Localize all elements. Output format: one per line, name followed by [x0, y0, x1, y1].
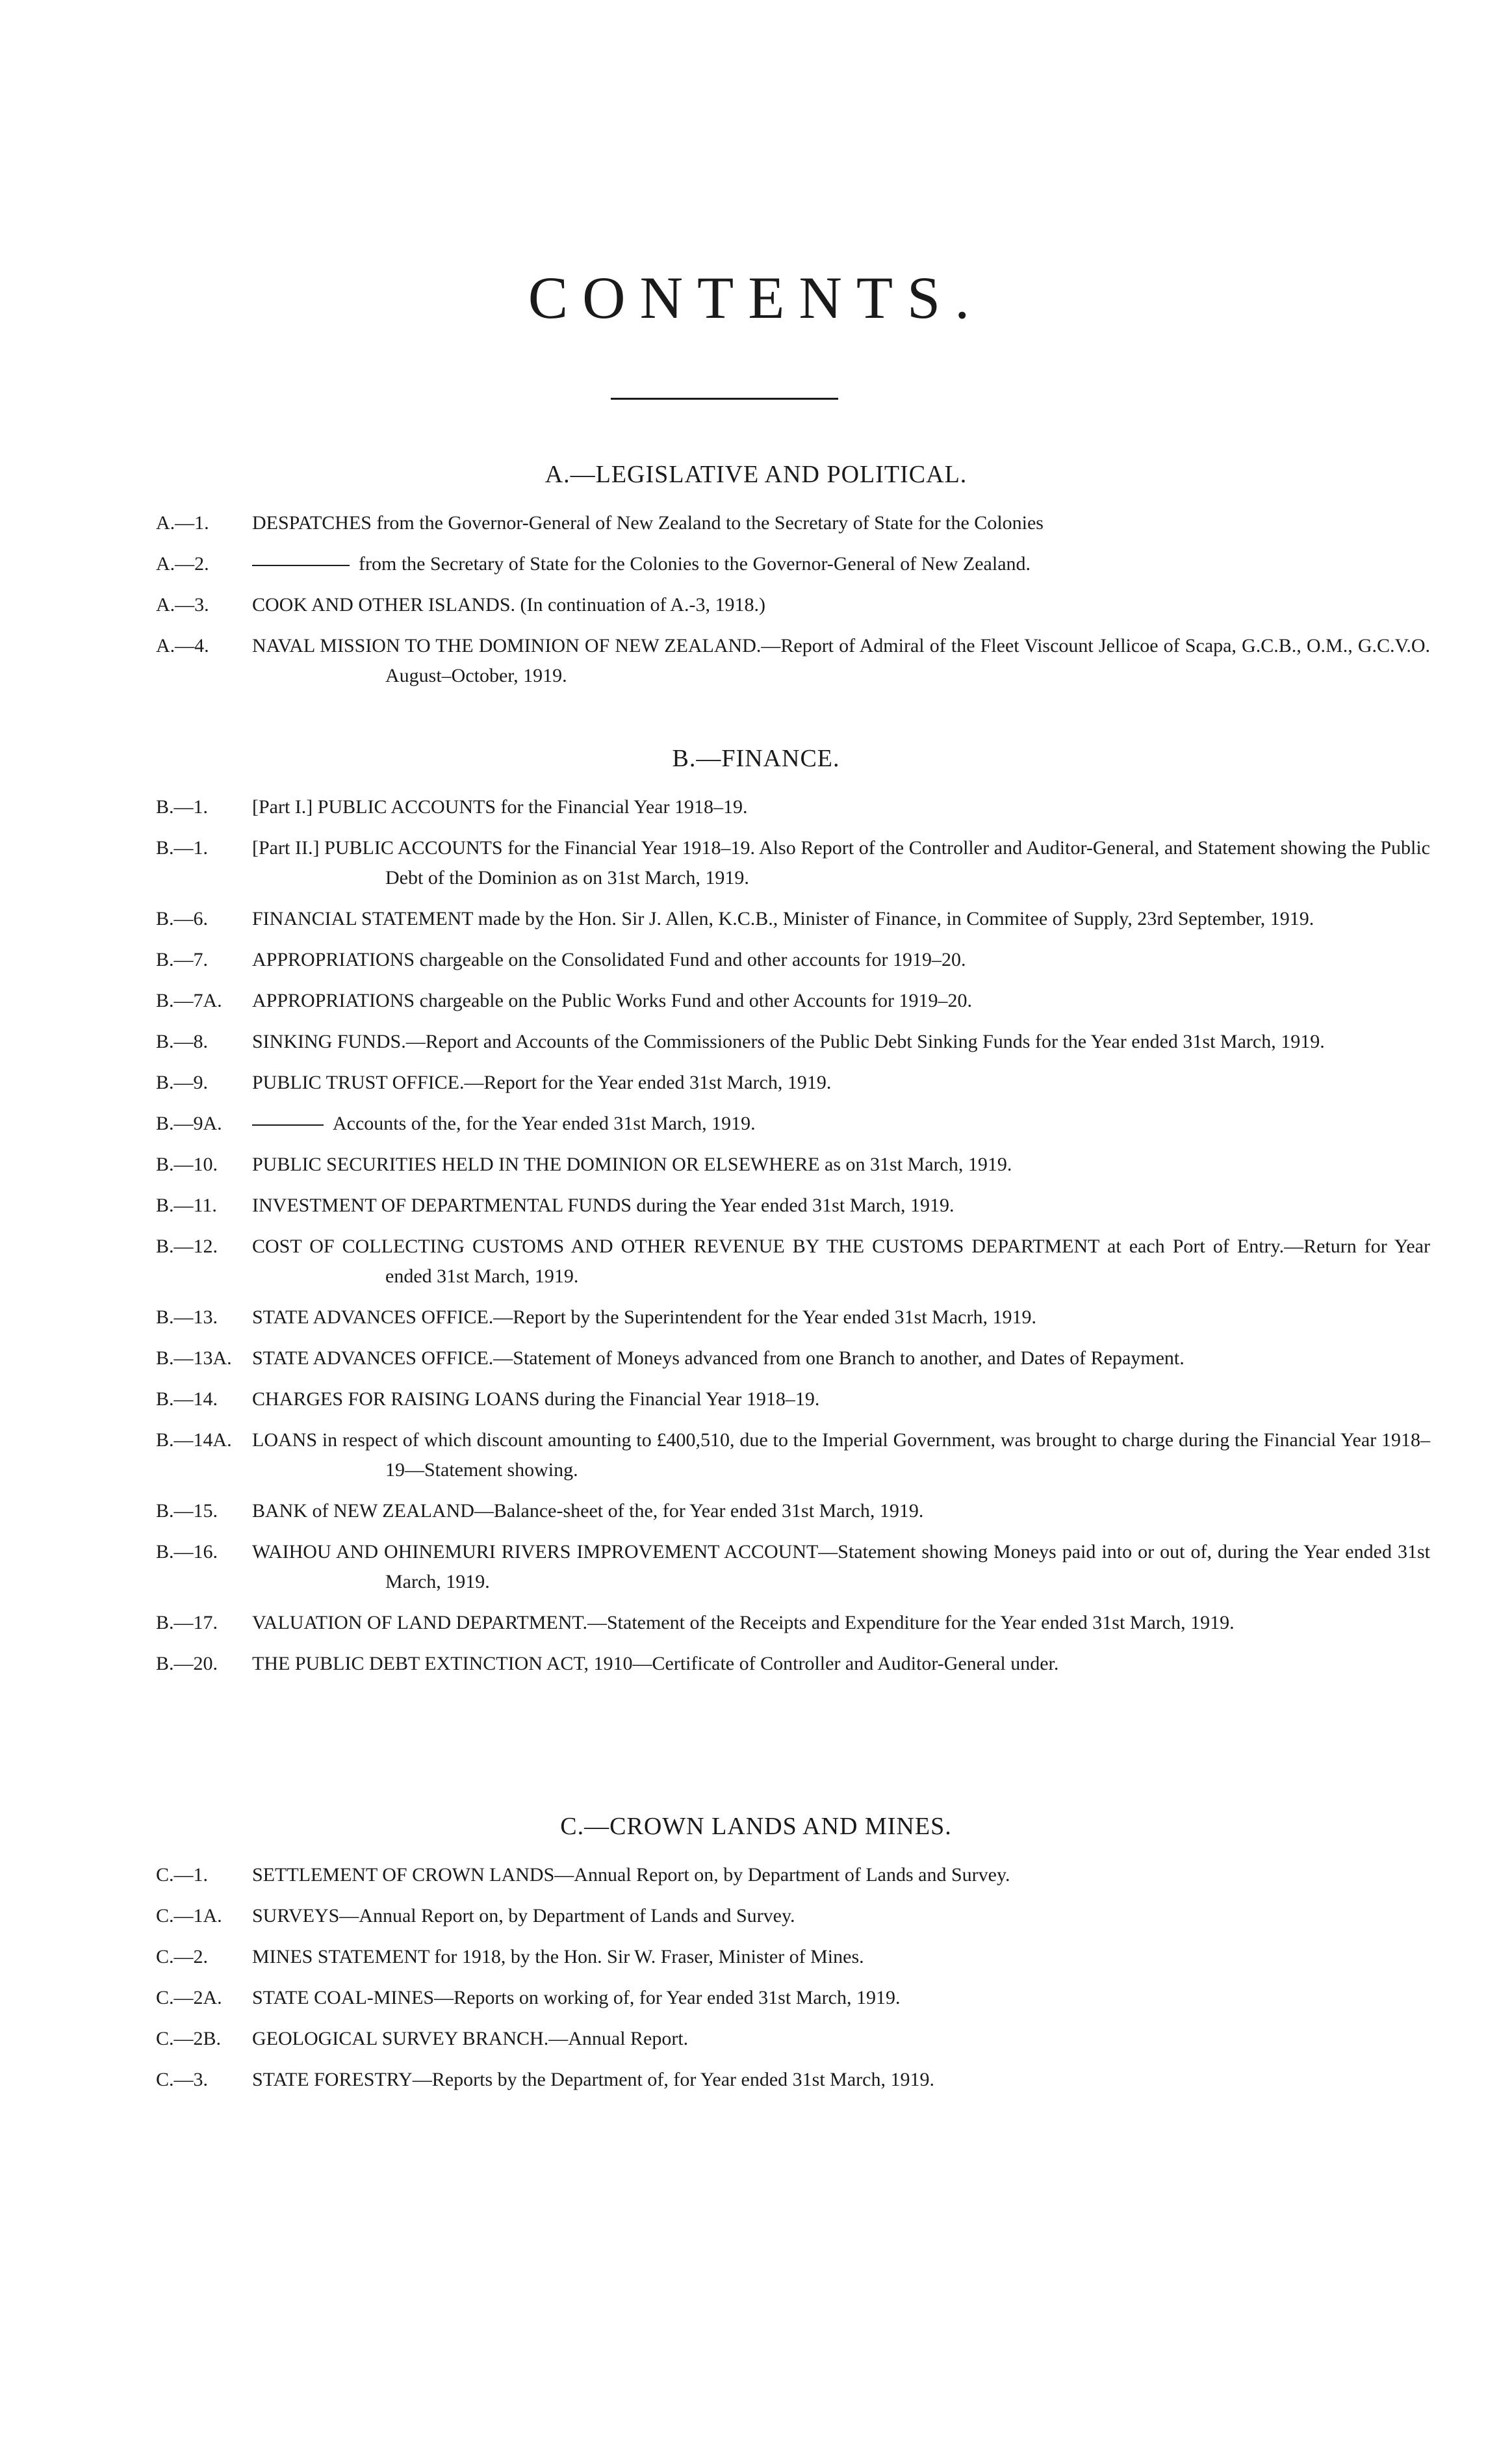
contents-entry [0, 792, 1512, 822]
entry-text: BANK of NEW ZEALAND—Balance-sheet of the, for Year ended 31st March, 1919. [252, 1500, 924, 1522]
entry-code: B.—10. [156, 1154, 218, 1175]
contents-entry [0, 986, 1512, 1016]
entry-code: C.—2A. [156, 1987, 222, 2008]
entry-text: DESPATCHES from the Governor-General of New Zealand to the Secretary of State for the Colonies [252, 512, 1044, 534]
entry-code: B.—8. [156, 1031, 209, 1052]
title-rule [611, 398, 838, 400]
contents-entry [0, 2065, 1512, 2095]
entry-list [0, 508, 1512, 691]
entry-text: from the Secretary of State for the Colonies to the Governor-General of New Zealand. [359, 553, 1031, 575]
entry-text: [Part II.] PUBLIC ACCOUNTS for the Financial Year 1918–19. Also Report of the Controller and Auditor-General, and Statement showing the Public Debt of the Dominion as on 31st March, 1919. [252, 837, 1430, 888]
entry-code: B.—1. [156, 837, 209, 859]
entry-text: SURVEYS—Annual Report on, by Department of Lands and Survey. [252, 1905, 795, 1926]
page-title: CONTENTS. [528, 265, 984, 331]
contents-entry [0, 1983, 1512, 2013]
contents-entry [0, 590, 1512, 620]
entry-text: FINANCIAL STATEMENT made by the Hon. Sir J. Allen, K.C.B., Minister of Finance, in Commitee of Supply, 23rd September, 1919. [252, 908, 1314, 929]
section-finance [0, 744, 1512, 1690]
contents-entry [0, 508, 1512, 538]
contents-entry [0, 1109, 1512, 1139]
contents-entry [0, 631, 1512, 691]
section-heading: A.—LEGISLATIVE AND POLITICAL. [545, 461, 967, 488]
entry-text: CHARGES FOR RAISING LOANS during the Financial Year 1918–19. [252, 1388, 820, 1410]
entry-code: B.—14A. [156, 1429, 232, 1451]
entry-code: C.—3. [156, 2069, 209, 2090]
entry-text-continuation [252, 549, 1430, 579]
entry-code: A.—1. [156, 512, 209, 534]
contents-entry [0, 1303, 1512, 1332]
contents-entry [0, 2024, 1512, 2054]
entry-text: GEOLOGICAL SURVEY BRANCH.—Annual Report. [252, 2028, 689, 2049]
contents-entry [0, 1027, 1512, 1057]
contents-entry [0, 1942, 1512, 1972]
entry-text: LOANS in respect of which discount amounting to £400,510, due to the Imperial Government, was brought to charge during the Financial Year 1918–19—Statement showing. [252, 1429, 1430, 1481]
entry-code: B.—6. [156, 908, 209, 929]
entry-text: MINES STATEMENT for 1918, by the Hon. Sir W. Fraser, Minister of Mines. [252, 1946, 864, 1967]
entry-text: APPROPRIATIONS chargeable on the Public Works Fund and other Accounts for 1919–20. [252, 990, 973, 1011]
contents-entry [0, 549, 1512, 579]
entry-text: COOK AND OTHER ISLANDS. (In continuation of A.-3, 1918.) [252, 594, 765, 616]
contents-entry [0, 1649, 1512, 1679]
contents-entry [0, 1537, 1512, 1597]
entry-code: B.—9. [156, 1072, 209, 1093]
entry-code: B.—11. [156, 1195, 217, 1216]
entry-text: COST OF COLLECTING CUSTOMS AND OTHER REVENUE BY THE CUSTOMS DEPARTMENT at each Port of Entry.—Return for Year ended 31st March, 1919. [252, 1236, 1430, 1287]
entry-text: STATE ADVANCES OFFICE.—Statement of Moneys advanced from one Branch to another, and Dates of Repayment. [252, 1347, 1185, 1369]
section-heading: B.—FINANCE. [672, 745, 840, 772]
entry-text: INVESTMENT OF DEPARTMENTAL FUNDS during the Year ended 31st March, 1919. [252, 1195, 955, 1216]
entry-list [0, 792, 1512, 1679]
entry-text: APPROPRIATIONS chargeable on the Consolidated Fund and other accounts for 1919–20. [252, 949, 966, 970]
entry-text: SETTLEMENT OF CROWN LANDS—Annual Report on, by Department of Lands and Survey. [252, 1864, 1010, 1886]
entry-list [0, 1860, 1512, 2095]
entry-code: B.—13A. [156, 1347, 232, 1369]
entry-code: B.—14. [156, 1388, 218, 1410]
entry-text: Accounts of the, for the Year ended 31st March, 1919. [333, 1113, 756, 1134]
entry-text: WAIHOU AND OHINEMURI RIVERS IMPROVEMENT ACCOUNT—Statement showing Moneys paid into or out of, during the Year ended 31st March, 1919. [252, 1541, 1430, 1592]
contents-entry [0, 1150, 1512, 1180]
entry-code: A.—3. [156, 594, 209, 616]
ditto-dash [252, 565, 350, 566]
contents-entry [0, 833, 1512, 893]
contents-entry [0, 1901, 1512, 1931]
entry-code: B.—1. [156, 796, 209, 818]
contents-entry [0, 1608, 1512, 1638]
entry-code: B.—13. [156, 1306, 218, 1328]
entry-text: PUBLIC SECURITIES HELD IN THE DOMINION OR ELSEWHERE as on 31st March, 1919. [252, 1154, 1012, 1175]
section-heading: C.—CROWN LANDS AND MINES. [560, 1813, 952, 1840]
entry-text: NAVAL MISSION TO THE DOMINION OF NEW ZEALAND.—Report of Admiral of the Fleet Viscount Jellicoe of Scapa, G.C.B., O.M., G.C.V.O. August–October, 1919. [252, 635, 1430, 686]
entry-code: A.—4. [156, 635, 209, 656]
entry-code: B.—17. [156, 1612, 218, 1633]
entry-code: B.—20. [156, 1653, 218, 1674]
contents-entry [0, 1860, 1512, 1890]
entry-text: [Part I.] PUBLIC ACCOUNTS for the Financial Year 1918–19. [252, 796, 748, 818]
contents-entry [0, 1384, 1512, 1414]
entry-text: VALUATION OF LAND DEPARTMENT.—Statement of the Receipts and Expenditure for the Year ended 31st March, 1919. [252, 1612, 1235, 1633]
entry-code: B.—16. [156, 1541, 218, 1563]
entry-code: B.—15. [156, 1500, 218, 1522]
section-crown-lands-mines [0, 1812, 1512, 2106]
entry-text: SINKING FUNDS.—Report and Accounts of the Commissioners of the Public Debt Sinking Funds for the Year ended 31st March, 1919. [252, 1031, 1325, 1052]
contents-entry [0, 1343, 1512, 1373]
entry-code: C.—1A. [156, 1905, 222, 1926]
contents-entry [0, 1232, 1512, 1291]
entry-code: C.—2B. [156, 2028, 222, 2049]
entry-code: A.—2. [156, 553, 209, 575]
entry-text: THE PUBLIC DEBT EXTINCTION ACT, 1910—Certificate of Controller and Auditor-General under. [252, 1653, 1059, 1674]
contents-entry [0, 1496, 1512, 1526]
entry-code: B.—7. [156, 949, 209, 970]
entry-text: STATE ADVANCES OFFICE.—Report by the Superintendent for the Year ended 31st Macrh, 1919. [252, 1306, 1036, 1328]
section-legislative-political [0, 460, 1512, 702]
contents-entry [0, 1425, 1512, 1485]
entry-text: STATE COAL-MINES—Reports on working of, for Year ended 31st March, 1919. [252, 1987, 901, 2008]
entry-text: STATE FORESTRY—Reports by the Department of, for Year ended 31st March, 1919. [252, 2069, 934, 2090]
entry-code: B.—7A. [156, 990, 222, 1011]
entry-text: PUBLIC TRUST OFFICE.—Report for the Year ended 31st March, 1919. [252, 1072, 832, 1093]
entry-code: B.—9A. [156, 1113, 222, 1134]
contents-entry [0, 1068, 1512, 1098]
contents-entry [0, 1191, 1512, 1221]
ditto-dash [252, 1124, 324, 1126]
entry-code: C.—1. [156, 1864, 209, 1886]
entry-code: C.—2. [156, 1946, 209, 1967]
entry-code: B.—12. [156, 1236, 218, 1257]
contents-entry [0, 904, 1512, 934]
entry-text-continuation [252, 1109, 1430, 1139]
contents-entry [0, 945, 1512, 975]
